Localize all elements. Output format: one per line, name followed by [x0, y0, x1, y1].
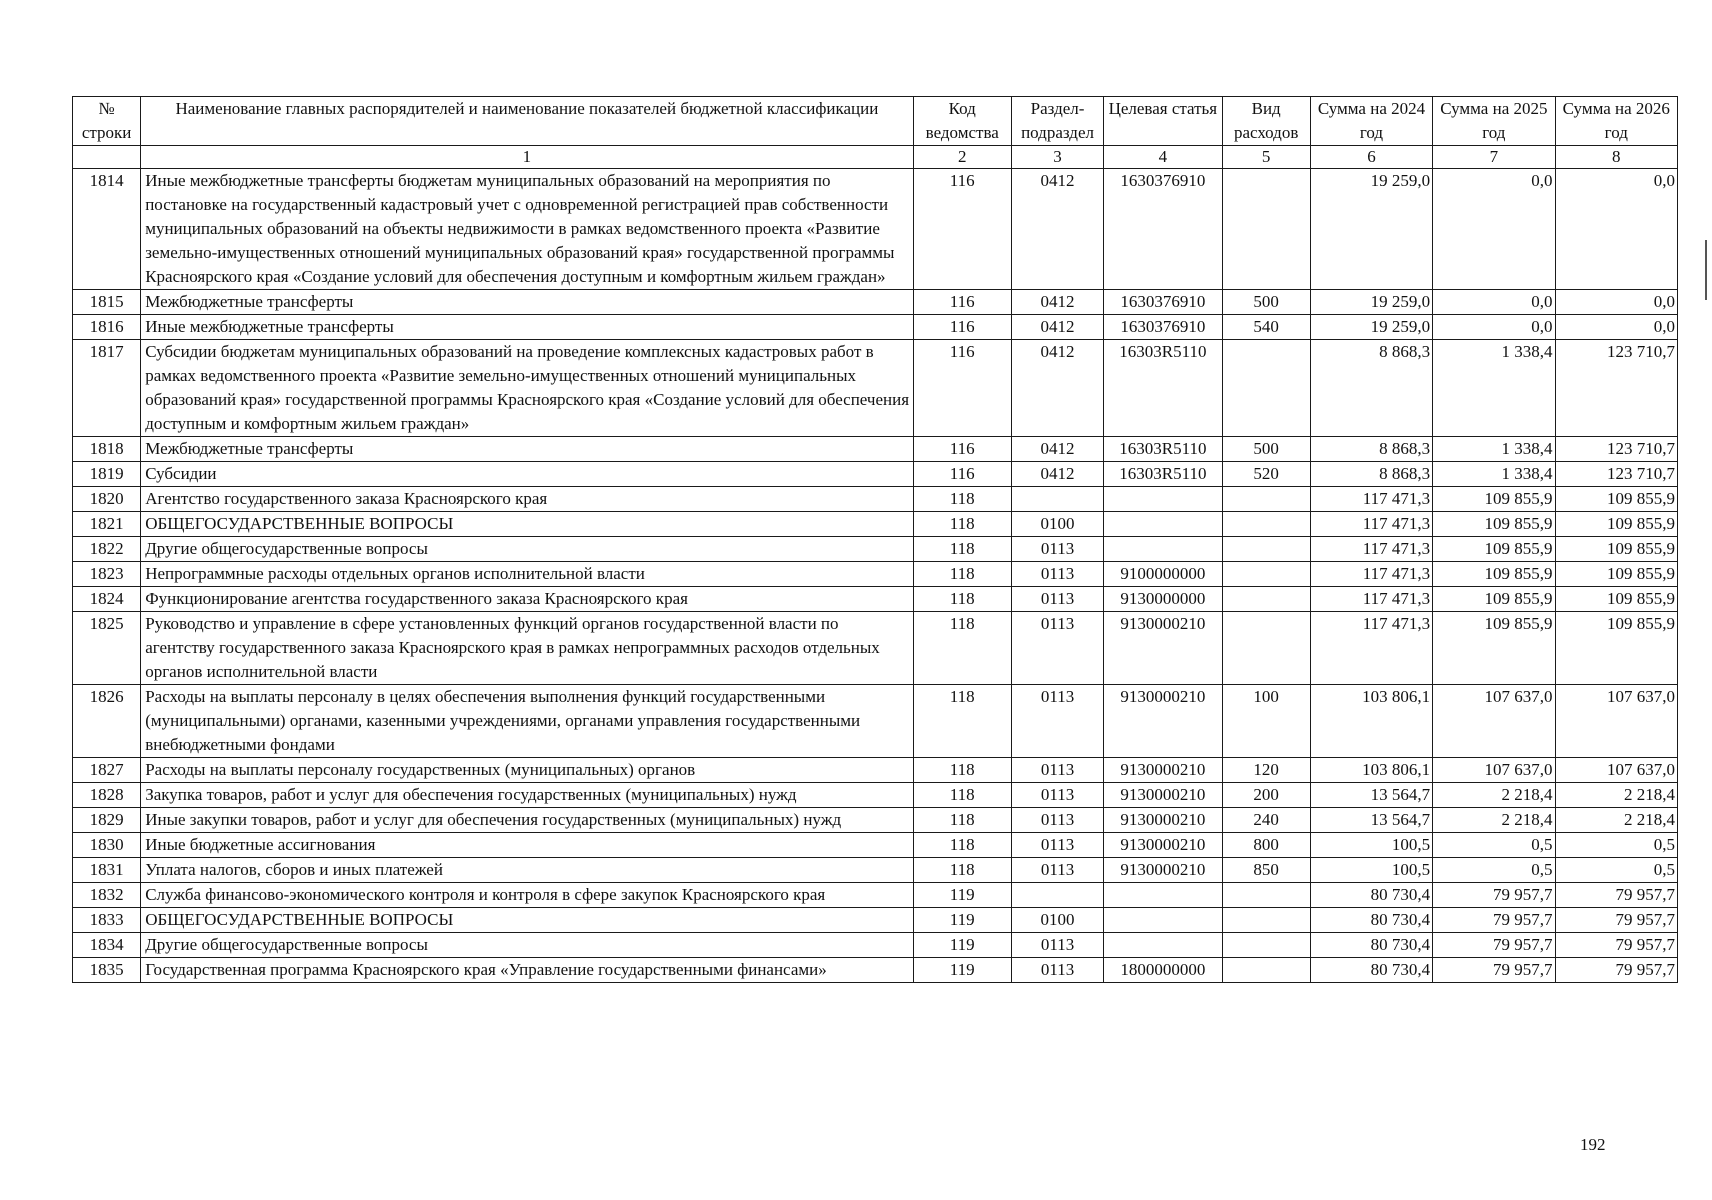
row-number-cell: 1834	[73, 933, 141, 958]
section-cell: 0113	[1011, 833, 1103, 858]
target-article-cell: 9130000000	[1104, 587, 1222, 612]
row-name-cell: Иные межбюджетные трансферты бюджетам муниципальных образований на мероприятия по постановке на государственный кадастровый учет с одновременной регистрацией прав собственности муниципальных образований на объекты недвижимости в рамках ведомственного проекта «Развитие земельно-имущественных отношений муниципальных образований края» государственной программы Красноярского края «Создание условий для обеспечения доступным и комфортным жильем граждан»	[141, 169, 913, 290]
sum-2026-cell: 109 855,9	[1555, 587, 1677, 612]
table-row	[73, 685, 1678, 758]
department-code-cell: 119	[913, 908, 1011, 933]
sum-2025-cell: 109 855,9	[1433, 512, 1555, 537]
sum-2025-cell: 0,5	[1433, 833, 1555, 858]
sum-2024-cell: 80 730,4	[1310, 933, 1432, 958]
row-number-cell: 1829	[73, 808, 141, 833]
row-name-cell: Руководство и управление в сфере установленных функций органов государственной власти по агентству государственного заказа Красноярского края в рамках непрограммных расходов отдельных органов исполнительной власти	[141, 612, 913, 685]
section-cell: 0113	[1011, 537, 1103, 562]
expense-type-cell	[1222, 587, 1310, 612]
department-code-cell: 118	[913, 858, 1011, 883]
section-cell: 0412	[1011, 437, 1103, 462]
target-article-cell	[1104, 883, 1222, 908]
table-row	[73, 315, 1678, 340]
sum-2025-cell: 79 957,7	[1433, 908, 1555, 933]
row-name-cell: Агентство государственного заказа Красноярского края	[141, 487, 913, 512]
sum-2025-cell: 0,0	[1433, 315, 1555, 340]
table-row	[73, 833, 1678, 858]
department-code-cell: 118	[913, 808, 1011, 833]
sum-2025-cell: 79 957,7	[1433, 883, 1555, 908]
header-name: Наименование главных распорядителей и наименование показателей бюджетной классификации	[141, 97, 913, 146]
sum-2026-cell: 109 855,9	[1555, 537, 1677, 562]
sum-2026-cell: 0,5	[1555, 833, 1677, 858]
column-number: 5	[1222, 146, 1310, 169]
table-row	[73, 783, 1678, 808]
sum-2026-cell: 107 637,0	[1555, 758, 1677, 783]
scan-edge-mark	[1705, 240, 1707, 300]
department-code-cell: 118	[913, 758, 1011, 783]
target-article-cell	[1104, 908, 1222, 933]
table-row	[73, 290, 1678, 315]
department-code-cell: 118	[913, 783, 1011, 808]
row-number-cell: 1828	[73, 783, 141, 808]
sum-2025-cell: 2 218,4	[1433, 808, 1555, 833]
target-article-cell: 16303R5110	[1104, 340, 1222, 437]
sum-2024-cell: 117 471,3	[1310, 512, 1432, 537]
department-code-cell: 118	[913, 685, 1011, 758]
section-cell: 0113	[1011, 685, 1103, 758]
row-number-cell: 1832	[73, 883, 141, 908]
row-name-cell: Иные бюджетные ассигнования	[141, 833, 913, 858]
expense-type-cell: 800	[1222, 833, 1310, 858]
target-article-cell: 9130000210	[1104, 833, 1222, 858]
department-code-cell: 116	[913, 437, 1011, 462]
department-code-cell: 119	[913, 958, 1011, 983]
sum-2026-cell: 79 957,7	[1555, 958, 1677, 983]
header-target-article: Целевая статья	[1104, 97, 1222, 146]
expense-type-cell: 500	[1222, 437, 1310, 462]
expense-type-cell	[1222, 169, 1310, 290]
sum-2024-cell: 80 730,4	[1310, 958, 1432, 983]
expense-type-cell: 240	[1222, 808, 1310, 833]
sum-2025-cell: 107 637,0	[1433, 685, 1555, 758]
header-row	[73, 97, 1678, 146]
section-cell: 0412	[1011, 340, 1103, 437]
header-section: Раздел-подраздел	[1011, 97, 1103, 146]
column-number: 6	[1310, 146, 1432, 169]
department-code-cell: 116	[913, 462, 1011, 487]
sum-2026-cell: 123 710,7	[1555, 462, 1677, 487]
table-row	[73, 758, 1678, 783]
expense-type-cell: 850	[1222, 858, 1310, 883]
row-number-cell: 1817	[73, 340, 141, 437]
section-cell	[1011, 883, 1103, 908]
column-number: 1	[141, 146, 913, 169]
table-row	[73, 462, 1678, 487]
row-name-cell: Другие общегосударственные вопросы	[141, 537, 913, 562]
target-article-cell	[1104, 487, 1222, 512]
target-article-cell: 1630376910	[1104, 169, 1222, 290]
sum-2026-cell: 123 710,7	[1555, 340, 1677, 437]
section-cell: 0113	[1011, 587, 1103, 612]
department-code-cell: 119	[913, 883, 1011, 908]
sum-2026-cell: 0,0	[1555, 169, 1677, 290]
row-name-cell: Служба финансово-экономического контроля и контроля в сфере закупок Красноярского края	[141, 883, 913, 908]
sum-2026-cell: 79 957,7	[1555, 908, 1677, 933]
row-number-cell: 1823	[73, 562, 141, 587]
sum-2025-cell: 109 855,9	[1433, 537, 1555, 562]
sum-2025-cell: 109 855,9	[1433, 562, 1555, 587]
header-row-number: № строки	[73, 97, 141, 146]
sum-2026-cell: 0,0	[1555, 290, 1677, 315]
sum-2025-cell: 0,0	[1433, 290, 1555, 315]
section-cell: 0412	[1011, 462, 1103, 487]
department-code-cell: 116	[913, 315, 1011, 340]
budget-table	[72, 96, 1678, 983]
expense-type-cell	[1222, 512, 1310, 537]
expense-type-cell	[1222, 562, 1310, 587]
sum-2025-cell: 2 218,4	[1433, 783, 1555, 808]
sum-2024-cell: 13 564,7	[1310, 783, 1432, 808]
section-cell: 0113	[1011, 808, 1103, 833]
sum-2026-cell: 109 855,9	[1555, 562, 1677, 587]
row-name-cell: Расходы на выплаты персоналу в целях обеспечения выполнения функций государственными (муниципальными) органами, казенными учреждениями, органами управления государственными внебюджетными фондами	[141, 685, 913, 758]
expense-type-cell	[1222, 340, 1310, 437]
row-number-cell: 1820	[73, 487, 141, 512]
table-row	[73, 340, 1678, 437]
row-name-cell: Иные закупки товаров, работ и услуг для обеспечения государственных (муниципальных) нужд	[141, 808, 913, 833]
sum-2024-cell: 117 471,3	[1310, 537, 1432, 562]
sum-2025-cell: 79 957,7	[1433, 958, 1555, 983]
sum-2026-cell: 79 957,7	[1555, 933, 1677, 958]
sum-2024-cell: 8 868,3	[1310, 340, 1432, 437]
row-number-cell: 1819	[73, 462, 141, 487]
table-row	[73, 537, 1678, 562]
target-article-cell: 9130000210	[1104, 612, 1222, 685]
target-article-cell: 9130000210	[1104, 685, 1222, 758]
table-row	[73, 437, 1678, 462]
expense-type-cell	[1222, 612, 1310, 685]
target-article-cell: 9130000210	[1104, 858, 1222, 883]
row-number-cell: 1821	[73, 512, 141, 537]
row-name-cell: Непрограммные расходы отдельных органов исполнительной власти	[141, 562, 913, 587]
sum-2026-cell: 2 218,4	[1555, 808, 1677, 833]
sum-2025-cell: 0,0	[1433, 169, 1555, 290]
row-number-cell: 1825	[73, 612, 141, 685]
expense-type-cell	[1222, 537, 1310, 562]
budget-table-container	[72, 96, 1678, 983]
sum-2025-cell: 1 338,4	[1433, 437, 1555, 462]
row-number-cell: 1830	[73, 833, 141, 858]
sum-2026-cell: 109 855,9	[1555, 612, 1677, 685]
table-row	[73, 883, 1678, 908]
expense-type-cell: 540	[1222, 315, 1310, 340]
sum-2026-cell: 0,0	[1555, 315, 1677, 340]
sum-2024-cell: 13 564,7	[1310, 808, 1432, 833]
row-name-cell: Другие общегосударственные вопросы	[141, 933, 913, 958]
header-department-code: Код ведомства	[913, 97, 1011, 146]
section-cell: 0113	[1011, 562, 1103, 587]
department-code-cell: 118	[913, 562, 1011, 587]
table-row	[73, 512, 1678, 537]
row-number-cell: 1814	[73, 169, 141, 290]
header-sum-2026: Сумма на 2026 год	[1555, 97, 1677, 146]
sum-2024-cell: 103 806,1	[1310, 685, 1432, 758]
column-number-row	[73, 146, 1678, 169]
expense-type-cell: 500	[1222, 290, 1310, 315]
section-cell: 0113	[1011, 933, 1103, 958]
section-cell: 0113	[1011, 958, 1103, 983]
target-article-cell: 16303R5110	[1104, 462, 1222, 487]
sum-2024-cell: 8 868,3	[1310, 437, 1432, 462]
sum-2025-cell: 109 855,9	[1433, 587, 1555, 612]
row-name-cell: Функционирование агентства государственного заказа Красноярского края	[141, 587, 913, 612]
section-cell: 0113	[1011, 783, 1103, 808]
row-name-cell: Государственная программа Красноярского края «Управление государственными финансами»	[141, 958, 913, 983]
section-cell: 0100	[1011, 512, 1103, 537]
section-cell: 0412	[1011, 169, 1103, 290]
column-number: 7	[1433, 146, 1555, 169]
row-name-cell: Расходы на выплаты персоналу государственных (муниципальных) органов	[141, 758, 913, 783]
row-number-cell: 1826	[73, 685, 141, 758]
department-code-cell: 119	[913, 933, 1011, 958]
sum-2024-cell: 117 471,3	[1310, 487, 1432, 512]
expense-type-cell: 520	[1222, 462, 1310, 487]
table-row	[73, 169, 1678, 290]
row-number-cell: 1815	[73, 290, 141, 315]
expense-type-cell	[1222, 883, 1310, 908]
target-article-cell: 1800000000	[1104, 958, 1222, 983]
sum-2025-cell: 109 855,9	[1433, 612, 1555, 685]
row-number-cell: 1835	[73, 958, 141, 983]
column-number	[73, 146, 141, 169]
expense-type-cell	[1222, 933, 1310, 958]
sum-2025-cell: 1 338,4	[1433, 462, 1555, 487]
table-row	[73, 612, 1678, 685]
table-row	[73, 958, 1678, 983]
sum-2024-cell: 80 730,4	[1310, 908, 1432, 933]
page-number: 192	[1580, 1135, 1606, 1154]
table-row	[73, 858, 1678, 883]
row-name-cell: Уплата налогов, сборов и иных платежей	[141, 858, 913, 883]
row-name-cell: Межбюджетные трансферты	[141, 437, 913, 462]
row-name-cell: ОБЩЕГОСУДАРСТВЕННЫЕ ВОПРОСЫ	[141, 512, 913, 537]
sum-2026-cell: 79 957,7	[1555, 883, 1677, 908]
target-article-cell: 9100000000	[1104, 562, 1222, 587]
target-article-cell: 1630376910	[1104, 315, 1222, 340]
sum-2026-cell: 2 218,4	[1555, 783, 1677, 808]
row-number-cell: 1824	[73, 587, 141, 612]
section-cell: 0412	[1011, 315, 1103, 340]
sum-2024-cell: 103 806,1	[1310, 758, 1432, 783]
section-cell: 0113	[1011, 612, 1103, 685]
column-number: 4	[1104, 146, 1222, 169]
row-number-cell: 1816	[73, 315, 141, 340]
expense-type-cell	[1222, 908, 1310, 933]
expense-type-cell: 120	[1222, 758, 1310, 783]
sum-2025-cell: 1 338,4	[1433, 340, 1555, 437]
table-row	[73, 587, 1678, 612]
sum-2025-cell: 79 957,7	[1433, 933, 1555, 958]
table-row	[73, 487, 1678, 512]
sum-2024-cell: 117 471,3	[1310, 587, 1432, 612]
department-code-cell: 118	[913, 587, 1011, 612]
row-number-cell: 1822	[73, 537, 141, 562]
row-name-cell: Субсидии бюджетам муниципальных образований на проведение комплексных кадастровых работ в рамках ведомственного проекта «Развитие земельно-имущественных отношений муниципальных образований края» государственной программы Красноярского края «Создание условий для обеспечения доступным и комфортным жильем граждан»	[141, 340, 913, 437]
sum-2024-cell: 117 471,3	[1310, 562, 1432, 587]
target-article-cell	[1104, 537, 1222, 562]
sum-2024-cell: 117 471,3	[1310, 612, 1432, 685]
section-cell: 0100	[1011, 908, 1103, 933]
department-code-cell: 118	[913, 487, 1011, 512]
row-name-cell: Иные межбюджетные трансферты	[141, 315, 913, 340]
target-article-cell	[1104, 933, 1222, 958]
department-code-cell: 116	[913, 340, 1011, 437]
row-name-cell: ОБЩЕГОСУДАРСТВЕННЫЕ ВОПРОСЫ	[141, 908, 913, 933]
target-article-cell: 9130000210	[1104, 808, 1222, 833]
header-sum-2025: Сумма на 2025 год	[1433, 97, 1555, 146]
sum-2026-cell: 123 710,7	[1555, 437, 1677, 462]
sum-2024-cell: 19 259,0	[1310, 315, 1432, 340]
column-number: 2	[913, 146, 1011, 169]
sum-2024-cell: 100,5	[1310, 858, 1432, 883]
section-cell: 0113	[1011, 858, 1103, 883]
department-code-cell: 118	[913, 612, 1011, 685]
expense-type-cell	[1222, 487, 1310, 512]
sum-2026-cell: 109 855,9	[1555, 487, 1677, 512]
table-row	[73, 908, 1678, 933]
expense-type-cell: 100	[1222, 685, 1310, 758]
section-cell: 0412	[1011, 290, 1103, 315]
department-code-cell: 118	[913, 537, 1011, 562]
sum-2024-cell: 80 730,4	[1310, 883, 1432, 908]
row-name-cell: Субсидии	[141, 462, 913, 487]
header-expense-type: Вид расходов	[1222, 97, 1310, 146]
row-name-cell: Межбюджетные трансферты	[141, 290, 913, 315]
sum-2024-cell: 19 259,0	[1310, 290, 1432, 315]
sum-2026-cell: 109 855,9	[1555, 512, 1677, 537]
row-number-cell: 1833	[73, 908, 141, 933]
target-article-cell: 16303R5110	[1104, 437, 1222, 462]
section-cell	[1011, 487, 1103, 512]
section-cell: 0113	[1011, 758, 1103, 783]
sum-2026-cell: 107 637,0	[1555, 685, 1677, 758]
sum-2024-cell: 19 259,0	[1310, 169, 1432, 290]
row-number-cell: 1831	[73, 858, 141, 883]
row-name-cell: Закупка товаров, работ и услуг для обеспечения государственных (муниципальных) нужд	[141, 783, 913, 808]
target-article-cell: 9130000210	[1104, 758, 1222, 783]
department-code-cell: 118	[913, 833, 1011, 858]
column-number: 3	[1011, 146, 1103, 169]
expense-type-cell	[1222, 958, 1310, 983]
sum-2026-cell: 0,5	[1555, 858, 1677, 883]
department-code-cell: 116	[913, 169, 1011, 290]
department-code-cell: 118	[913, 512, 1011, 537]
sum-2025-cell: 107 637,0	[1433, 758, 1555, 783]
sum-2025-cell: 109 855,9	[1433, 487, 1555, 512]
target-article-cell: 9130000210	[1104, 783, 1222, 808]
header-sum-2024: Сумма на 2024 год	[1310, 97, 1432, 146]
target-article-cell	[1104, 512, 1222, 537]
table-row	[73, 933, 1678, 958]
department-code-cell: 116	[913, 290, 1011, 315]
sum-2025-cell: 0,5	[1433, 858, 1555, 883]
table-row	[73, 808, 1678, 833]
sum-2024-cell: 8 868,3	[1310, 462, 1432, 487]
table-row	[73, 562, 1678, 587]
target-article-cell: 1630376910	[1104, 290, 1222, 315]
column-number: 8	[1555, 146, 1677, 169]
row-number-cell: 1827	[73, 758, 141, 783]
sum-2024-cell: 100,5	[1310, 833, 1432, 858]
row-number-cell: 1818	[73, 437, 141, 462]
expense-type-cell: 200	[1222, 783, 1310, 808]
